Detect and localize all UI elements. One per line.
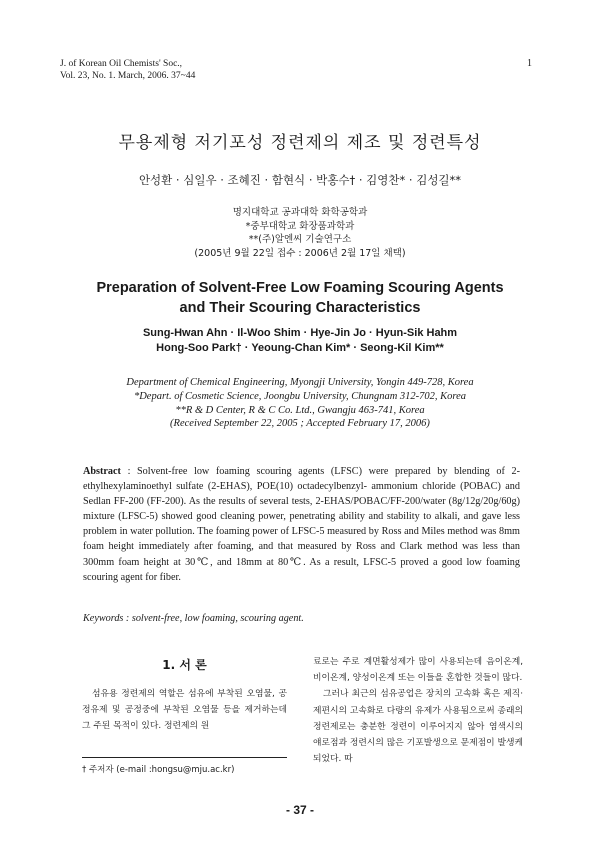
- english-authors: [0, 326, 600, 356]
- english-affiliation: *Depart. of Cosmetic Science, Joongbu University, Chungnam 312-702, Korea: [133, 390, 467, 402]
- page-number: 1: [527, 58, 532, 69]
- english-affiliation: Department of Chemical Engineering, Myongji University, Yongin 449-728, Korea: [126, 377, 474, 388]
- english-title: [0, 278, 600, 318]
- journal-name: J. of Korean Oil Chemists' Soc.,: [60, 59, 183, 69]
- section-heading: 1. 서 론: [162, 658, 207, 672]
- english-received-dates: (Received September 22, 2005 ; Accepted February 17, 2006): [170, 418, 430, 430]
- right-column: [313, 654, 523, 767]
- english-title-line: and Their Scouring Characteristics: [179, 300, 421, 316]
- abstract-text: : Solvent-free low foaming scouring agents (LFSC) were prepared by blending of 2-ethylhexylaminoethyl sulfate (2-EHAS), POE(10) octadecylbenzyl- ammonium chloride (POBAC) and Sedlan FF-200 (FF-200). As the results of several tests, 2-EHAS/POBAC/FF-200/water (8g/12g/20g/60g) mixture (LFSC-5) showed good cleaning power, penetrating ability and stability to alkali, and gave less problem in water pollution. The foaming power of LFSC-5 measured by Ross and Miles method was 8mm foam height immediately after foaming, and that measured by Ross and Clark method was less than 300mm foam height at 30℃, and 18mm at 80℃. As a result, LFSC-5 proved a good low foaming scouring agent for fiber.: [83, 466, 520, 583]
- abstract: [83, 464, 520, 585]
- korean-authors: 안성환 · 심일우 · 조혜진 · 함현식 · 박홍수† · 김영찬* · 김성길**: [138, 173, 462, 187]
- footnote-divider: [82, 757, 287, 758]
- english-title-line: Preparation of Solvent-Free Low Foaming Scouring Agents: [96, 280, 504, 296]
- english-authors-line: Sung-Hwan Ahn · Il-Woo Shim · Hye-Jin Jo · Hyun-Sik Hahm: [142, 327, 458, 339]
- journal-volume: Vol. 23, No. 1. March, 2006. 37~44: [60, 71, 196, 81]
- korean-title: 무용제형 저기포성 정련제의 제조 및 정련특성: [118, 133, 482, 153]
- right-column-paragraph: 그러나 최근의 섬유공업은 장치의 고속화 혹은 제직·제편시의 고속화로 다량의 유제가 사용됨으로써 종래의 정련제로는 충분한 정련이 이루어지지 않아 염색시의 얘로점과 정련시의 많은 기포발생으로 문제점이 발생케 되었다. 따: [313, 689, 523, 765]
- right-column-paragraph: 료로는 주로 계면활성제가 많이 사용되는데 음이온계, 비이온계, 양성이온계 또는 이들을 혼합한 것들이 많다.: [313, 657, 523, 684]
- english-authors-line: Hong-Soo Park† · Yeoung-Chan Kim* · Seong-Kil Kim**: [156, 342, 444, 354]
- korean-affiliation: **(주)알엔씨 기술연구소: [248, 234, 352, 245]
- footnote: † 주저자 (e-mail :hongsu@mju.ac.kr): [82, 765, 235, 775]
- english-affiliation: **R & D Center, R & C Co. Ltd., Gwangju 463-741, Korea: [175, 404, 425, 416]
- korean-received-dates: (2005년 9월 22일 접수 : 2006년 2월 17일 채택): [194, 247, 406, 259]
- korean-affiliation: *중부대학교 화장품과학과: [245, 220, 355, 232]
- journal-header: [60, 58, 195, 82]
- korean-affiliation: 명지대학교 공과대학 화학공학과: [232, 207, 368, 218]
- english-affiliations: [0, 376, 600, 431]
- page-footer-number: - 37 -: [285, 803, 314, 817]
- korean-affiliations: [0, 206, 600, 260]
- left-column-text: 섬유용 정련제의 역할은 섬유에 부착된 오염물, 공정유제 및 공정중에 부착된 오염물 등을 제거하는데 그 주된 목적이 있다. 정련제의 원: [82, 689, 287, 732]
- abstract-label: Abstract: [83, 466, 121, 477]
- keywords: Keywords : solvent-free, low foaming, scouring agent.: [83, 613, 304, 624]
